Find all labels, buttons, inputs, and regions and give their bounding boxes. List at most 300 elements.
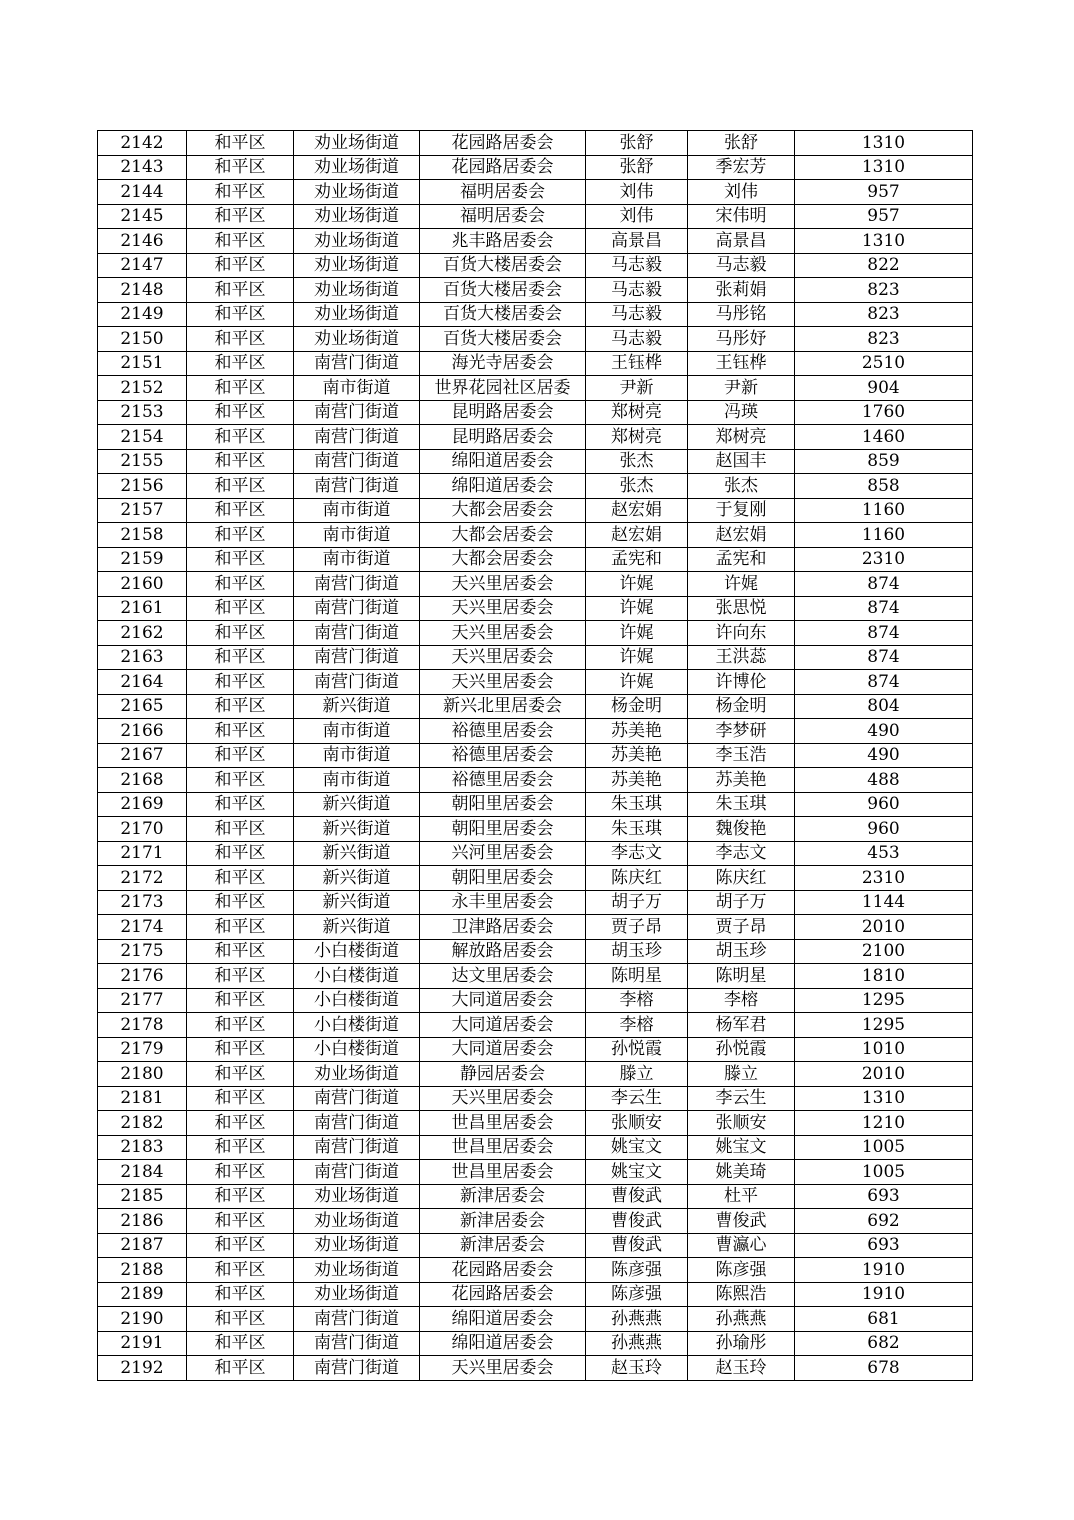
row-number-cell: 2178	[98, 1013, 187, 1038]
table-row	[98, 474, 973, 499]
street-cell: 南营门街道	[294, 1356, 420, 1381]
district-cell: 和平区	[187, 474, 294, 499]
row-number-cell: 2171	[98, 841, 187, 866]
member-cell: 赵玉玲	[688, 1356, 795, 1381]
district-cell: 和平区	[187, 1209, 294, 1234]
committee-cell: 天兴里居委会	[420, 621, 586, 646]
amount-cell: 682	[795, 1331, 973, 1356]
committee-cell: 昆明路居委会	[420, 400, 586, 425]
committee-cell: 花园路居委会	[420, 155, 586, 180]
table-row	[98, 572, 973, 597]
street-cell: 小白楼街道	[294, 1037, 420, 1062]
committee-cell: 天兴里居委会	[420, 670, 586, 695]
street-cell: 劝业场街道	[294, 1062, 420, 1087]
table-row	[98, 400, 973, 425]
member-cell: 杨军君	[688, 1013, 795, 1038]
amount-cell: 1295	[795, 988, 973, 1013]
row-number-cell: 2160	[98, 572, 187, 597]
row-number-cell: 2191	[98, 1331, 187, 1356]
street-cell: 南市街道	[294, 498, 420, 523]
member-cell: 马彤妤	[688, 327, 795, 352]
committee-cell: 新津居委会	[420, 1233, 586, 1258]
table-row	[98, 939, 973, 964]
member-cell: 杜平	[688, 1184, 795, 1209]
row-number-cell: 2172	[98, 866, 187, 891]
applicant-cell: 孟宪和	[586, 547, 688, 572]
district-cell: 和平区	[187, 988, 294, 1013]
applicant-cell: 许娓	[586, 596, 688, 621]
committee-cell: 绵阳道居委会	[420, 1307, 586, 1332]
table-row	[98, 964, 973, 989]
member-cell: 王钰桦	[688, 351, 795, 376]
committee-cell: 兴河里居委会	[420, 841, 586, 866]
applicant-cell: 朱玉琪	[586, 792, 688, 817]
applicant-cell: 许娓	[586, 645, 688, 670]
row-number-cell: 2185	[98, 1184, 187, 1209]
row-number-cell: 2162	[98, 621, 187, 646]
member-cell: 魏俊艳	[688, 817, 795, 842]
committee-cell: 天兴里居委会	[420, 645, 586, 670]
table-row	[98, 1356, 973, 1381]
row-number-cell: 2164	[98, 670, 187, 695]
table-row	[98, 1013, 973, 1038]
table-row	[98, 621, 973, 646]
member-cell: 陈熙浩	[688, 1282, 795, 1307]
district-cell: 和平区	[187, 768, 294, 793]
row-number-cell: 2154	[98, 425, 187, 450]
district-cell: 和平区	[187, 890, 294, 915]
applicant-cell: 马志毅	[586, 278, 688, 303]
district-cell: 和平区	[187, 204, 294, 229]
committee-cell: 朝阳里居委会	[420, 866, 586, 891]
applicant-cell: 陈明星	[586, 964, 688, 989]
table-row	[98, 253, 973, 278]
member-cell: 高景昌	[688, 229, 795, 254]
street-cell: 南营门街道	[294, 1307, 420, 1332]
table-row	[98, 376, 973, 401]
committee-cell: 海光寺居委会	[420, 351, 586, 376]
street-cell: 劝业场街道	[294, 327, 420, 352]
amount-cell: 874	[795, 670, 973, 695]
table-row	[98, 694, 973, 719]
table-row	[98, 719, 973, 744]
table-row	[98, 915, 973, 940]
street-cell: 南市街道	[294, 743, 420, 768]
table-row	[98, 1037, 973, 1062]
street-cell: 新兴街道	[294, 694, 420, 719]
street-cell: 劝业场街道	[294, 1282, 420, 1307]
row-number-cell: 2151	[98, 351, 187, 376]
amount-cell: 2010	[795, 915, 973, 940]
street-cell: 劝业场街道	[294, 155, 420, 180]
member-cell: 张舒	[688, 131, 795, 156]
row-number-cell: 2153	[98, 400, 187, 425]
row-number-cell: 2176	[98, 964, 187, 989]
district-cell: 和平区	[187, 523, 294, 548]
committee-cell: 大都会居委会	[420, 523, 586, 548]
member-cell: 姚美琦	[688, 1160, 795, 1185]
amount-cell: 681	[795, 1307, 973, 1332]
table-row	[98, 547, 973, 572]
amount-cell: 2310	[795, 547, 973, 572]
member-cell: 李云生	[688, 1086, 795, 1111]
member-cell: 张杰	[688, 474, 795, 499]
table-row	[98, 498, 973, 523]
district-cell: 和平区	[187, 915, 294, 940]
row-number-cell: 2169	[98, 792, 187, 817]
row-number-cell: 2174	[98, 915, 187, 940]
member-cell: 于复刚	[688, 498, 795, 523]
applicant-cell: 张杰	[586, 474, 688, 499]
applicant-cell: 陈彦强	[586, 1282, 688, 1307]
applicant-cell: 胡子万	[586, 890, 688, 915]
applicant-cell: 曹俊武	[586, 1233, 688, 1258]
district-cell: 和平区	[187, 596, 294, 621]
street-cell: 小白楼街道	[294, 1013, 420, 1038]
table-row	[98, 351, 973, 376]
data-table	[97, 130, 973, 1381]
street-cell: 新兴街道	[294, 817, 420, 842]
table-row	[98, 841, 973, 866]
row-number-cell: 2170	[98, 817, 187, 842]
committee-cell: 永丰里居委会	[420, 890, 586, 915]
member-cell: 孙燕燕	[688, 1307, 795, 1332]
applicant-cell: 贾子昂	[586, 915, 688, 940]
table-row	[98, 670, 973, 695]
row-number-cell: 2155	[98, 449, 187, 474]
amount-cell: 804	[795, 694, 973, 719]
committee-cell: 福明居委会	[420, 204, 586, 229]
applicant-cell: 李志文	[586, 841, 688, 866]
table-row	[98, 1258, 973, 1283]
row-number-cell: 2144	[98, 180, 187, 205]
table-row	[98, 523, 973, 548]
table-row	[98, 817, 973, 842]
street-cell: 南营门街道	[294, 596, 420, 621]
amount-cell: 1144	[795, 890, 973, 915]
amount-cell: 692	[795, 1209, 973, 1234]
table-row	[98, 155, 973, 180]
row-number-cell: 2190	[98, 1307, 187, 1332]
member-cell: 孙悦霞	[688, 1037, 795, 1062]
committee-cell: 大都会居委会	[420, 547, 586, 572]
applicant-cell: 苏美艳	[586, 768, 688, 793]
amount-cell: 874	[795, 596, 973, 621]
member-cell: 许博伦	[688, 670, 795, 695]
applicant-cell: 许娓	[586, 572, 688, 597]
row-number-cell: 2175	[98, 939, 187, 964]
district-cell: 和平区	[187, 180, 294, 205]
amount-cell: 2100	[795, 939, 973, 964]
district-cell: 和平区	[187, 939, 294, 964]
amount-cell: 1810	[795, 964, 973, 989]
amount-cell: 823	[795, 278, 973, 303]
street-cell: 南营门街道	[294, 621, 420, 646]
committee-cell: 绵阳道居委会	[420, 1331, 586, 1356]
row-number-cell: 2177	[98, 988, 187, 1013]
street-cell: 南营门街道	[294, 425, 420, 450]
district-cell: 和平区	[187, 351, 294, 376]
member-cell: 尹新	[688, 376, 795, 401]
street-cell: 小白楼街道	[294, 964, 420, 989]
amount-cell: 1295	[795, 1013, 973, 1038]
committee-cell: 新兴北里居委会	[420, 694, 586, 719]
table-row	[98, 1307, 973, 1332]
member-cell: 李榕	[688, 988, 795, 1013]
district-cell: 和平区	[187, 449, 294, 474]
committee-cell: 朝阳里居委会	[420, 792, 586, 817]
committee-cell: 世昌里居委会	[420, 1135, 586, 1160]
applicant-cell: 赵宏娟	[586, 523, 688, 548]
amount-cell: 1910	[795, 1258, 973, 1283]
row-number-cell: 2186	[98, 1209, 187, 1234]
applicant-cell: 刘伟	[586, 180, 688, 205]
member-cell: 杨金明	[688, 694, 795, 719]
applicant-cell: 姚宝文	[586, 1160, 688, 1185]
table-row	[98, 1135, 973, 1160]
committee-cell: 静园居委会	[420, 1062, 586, 1087]
row-number-cell: 2187	[98, 1233, 187, 1258]
committee-cell: 大同道居委会	[420, 1037, 586, 1062]
member-cell: 马志毅	[688, 253, 795, 278]
street-cell: 新兴街道	[294, 792, 420, 817]
committee-cell: 天兴里居委会	[420, 1356, 586, 1381]
applicant-cell: 李榕	[586, 1013, 688, 1038]
street-cell: 南营门街道	[294, 351, 420, 376]
applicant-cell: 曹俊武	[586, 1184, 688, 1209]
row-number-cell: 2166	[98, 719, 187, 744]
committee-cell: 绵阳道居委会	[420, 449, 586, 474]
amount-cell: 960	[795, 792, 973, 817]
table-row	[98, 743, 973, 768]
district-cell: 和平区	[187, 1062, 294, 1087]
committee-cell: 新津居委会	[420, 1184, 586, 1209]
row-number-cell: 2167	[98, 743, 187, 768]
table-row	[98, 792, 973, 817]
amount-cell: 1310	[795, 229, 973, 254]
street-cell: 劝业场街道	[294, 229, 420, 254]
table-row	[98, 204, 973, 229]
district-cell: 和平区	[187, 1356, 294, 1381]
applicant-cell: 马志毅	[586, 302, 688, 327]
street-cell: 劝业场街道	[294, 131, 420, 156]
table-row	[98, 327, 973, 352]
committee-cell: 裕德里居委会	[420, 719, 586, 744]
committee-cell: 天兴里居委会	[420, 596, 586, 621]
applicant-cell: 刘伟	[586, 204, 688, 229]
committee-cell: 花园路居委会	[420, 1282, 586, 1307]
row-number-cell: 2158	[98, 523, 187, 548]
committee-cell: 朝阳里居委会	[420, 817, 586, 842]
table-row	[98, 229, 973, 254]
row-number-cell: 2184	[98, 1160, 187, 1185]
committee-cell: 百货大楼居委会	[420, 302, 586, 327]
applicant-cell: 赵玉玲	[586, 1356, 688, 1381]
row-number-cell: 2173	[98, 890, 187, 915]
street-cell: 劝业场街道	[294, 1258, 420, 1283]
member-cell: 陈明星	[688, 964, 795, 989]
member-cell: 张顺安	[688, 1111, 795, 1136]
row-number-cell: 2161	[98, 596, 187, 621]
applicant-cell: 高景昌	[586, 229, 688, 254]
amount-cell: 822	[795, 253, 973, 278]
table-row	[98, 1086, 973, 1111]
applicant-cell: 杨金明	[586, 694, 688, 719]
applicant-cell: 滕立	[586, 1062, 688, 1087]
committee-cell: 裕德里居委会	[420, 768, 586, 793]
member-cell: 许娓	[688, 572, 795, 597]
member-cell: 曹瀛心	[688, 1233, 795, 1258]
district-cell: 和平区	[187, 278, 294, 303]
amount-cell: 1460	[795, 425, 973, 450]
street-cell: 劝业场街道	[294, 204, 420, 229]
district-cell: 和平区	[187, 792, 294, 817]
table-row	[98, 449, 973, 474]
row-number-cell: 2182	[98, 1111, 187, 1136]
district-cell: 和平区	[187, 1184, 294, 1209]
district-cell: 和平区	[187, 1135, 294, 1160]
district-cell: 和平区	[187, 327, 294, 352]
table-row	[98, 1062, 973, 1087]
district-cell: 和平区	[187, 547, 294, 572]
district-cell: 和平区	[187, 645, 294, 670]
applicant-cell: 孙悦霞	[586, 1037, 688, 1062]
member-cell: 许向东	[688, 621, 795, 646]
table-row	[98, 1160, 973, 1185]
street-cell: 南营门街道	[294, 1111, 420, 1136]
row-number-cell: 2188	[98, 1258, 187, 1283]
committee-cell: 百货大楼居委会	[420, 253, 586, 278]
applicant-cell: 尹新	[586, 376, 688, 401]
street-cell: 劝业场街道	[294, 1184, 420, 1209]
amount-cell: 874	[795, 621, 973, 646]
applicant-cell: 陈庆红	[586, 866, 688, 891]
amount-cell: 904	[795, 376, 973, 401]
applicant-cell: 王钰桦	[586, 351, 688, 376]
district-cell: 和平区	[187, 1160, 294, 1185]
street-cell: 新兴街道	[294, 866, 420, 891]
table-row	[98, 768, 973, 793]
district-cell: 和平区	[187, 498, 294, 523]
table-row	[98, 645, 973, 670]
table-row	[98, 1331, 973, 1356]
applicant-cell: 郑树亮	[586, 400, 688, 425]
street-cell: 劝业场街道	[294, 1233, 420, 1258]
district-cell: 和平区	[187, 572, 294, 597]
district-cell: 和平区	[187, 1233, 294, 1258]
applicant-cell: 张舒	[586, 131, 688, 156]
member-cell: 胡玉珍	[688, 939, 795, 964]
committee-cell: 福明居委会	[420, 180, 586, 205]
district-cell: 和平区	[187, 670, 294, 695]
district-cell: 和平区	[187, 425, 294, 450]
row-number-cell: 2146	[98, 229, 187, 254]
row-number-cell: 2180	[98, 1062, 187, 1087]
amount-cell: 957	[795, 180, 973, 205]
committee-cell: 百货大楼居委会	[420, 278, 586, 303]
amount-cell: 1160	[795, 498, 973, 523]
applicant-cell: 陈彦强	[586, 1258, 688, 1283]
amount-cell: 1910	[795, 1282, 973, 1307]
committee-cell: 绵阳道居委会	[420, 474, 586, 499]
street-cell: 南营门街道	[294, 1160, 420, 1185]
row-number-cell: 2148	[98, 278, 187, 303]
street-cell: 南市街道	[294, 547, 420, 572]
committee-cell: 天兴里居委会	[420, 1086, 586, 1111]
applicant-cell: 马志毅	[586, 327, 688, 352]
member-cell: 贾子昂	[688, 915, 795, 940]
member-cell: 郑树亮	[688, 425, 795, 450]
applicant-cell: 李榕	[586, 988, 688, 1013]
member-cell: 宋伟明	[688, 204, 795, 229]
committee-cell: 新津居委会	[420, 1209, 586, 1234]
committee-cell: 世界花园社区居委	[420, 376, 586, 401]
applicant-cell: 许娓	[586, 621, 688, 646]
row-number-cell: 2156	[98, 474, 187, 499]
committee-cell: 天兴里居委会	[420, 572, 586, 597]
amount-cell: 2510	[795, 351, 973, 376]
table-row	[98, 596, 973, 621]
district-cell: 和平区	[187, 841, 294, 866]
district-cell: 和平区	[187, 1111, 294, 1136]
applicant-cell: 郑树亮	[586, 425, 688, 450]
member-cell: 王洪蕊	[688, 645, 795, 670]
district-cell: 和平区	[187, 743, 294, 768]
row-number-cell: 2145	[98, 204, 187, 229]
member-cell: 朱玉琪	[688, 792, 795, 817]
committee-cell: 大同道居委会	[420, 1013, 586, 1038]
applicant-cell: 曹俊武	[586, 1209, 688, 1234]
district-cell: 和平区	[187, 229, 294, 254]
district-cell: 和平区	[187, 866, 294, 891]
amount-cell: 2310	[795, 866, 973, 891]
district-cell: 和平区	[187, 400, 294, 425]
committee-cell: 大同道居委会	[420, 988, 586, 1013]
street-cell: 劝业场街道	[294, 180, 420, 205]
member-cell: 赵宏娟	[688, 523, 795, 548]
amount-cell: 1310	[795, 155, 973, 180]
district-cell: 和平区	[187, 376, 294, 401]
street-cell: 劝业场街道	[294, 278, 420, 303]
applicant-cell: 孙燕燕	[586, 1307, 688, 1332]
member-cell: 张莉娟	[688, 278, 795, 303]
table-row	[98, 180, 973, 205]
amount-cell: 859	[795, 449, 973, 474]
street-cell: 南营门街道	[294, 670, 420, 695]
applicant-cell: 胡玉珍	[586, 939, 688, 964]
member-cell: 冯瑛	[688, 400, 795, 425]
row-number-cell: 2143	[98, 155, 187, 180]
amount-cell: 693	[795, 1184, 973, 1209]
amount-cell: 960	[795, 817, 973, 842]
row-number-cell: 2189	[98, 1282, 187, 1307]
district-cell: 和平区	[187, 1282, 294, 1307]
street-cell: 南营门街道	[294, 1086, 420, 1111]
district-cell: 和平区	[187, 719, 294, 744]
row-number-cell: 2149	[98, 302, 187, 327]
row-number-cell: 2192	[98, 1356, 187, 1381]
member-cell: 刘伟	[688, 180, 795, 205]
member-cell: 马彤铭	[688, 302, 795, 327]
table-row	[98, 866, 973, 891]
amount-cell: 2010	[795, 1062, 973, 1087]
amount-cell: 1310	[795, 131, 973, 156]
district-cell: 和平区	[187, 1258, 294, 1283]
member-cell: 苏美艳	[688, 768, 795, 793]
district-cell: 和平区	[187, 964, 294, 989]
applicant-cell: 张杰	[586, 449, 688, 474]
amount-cell: 1160	[795, 523, 973, 548]
